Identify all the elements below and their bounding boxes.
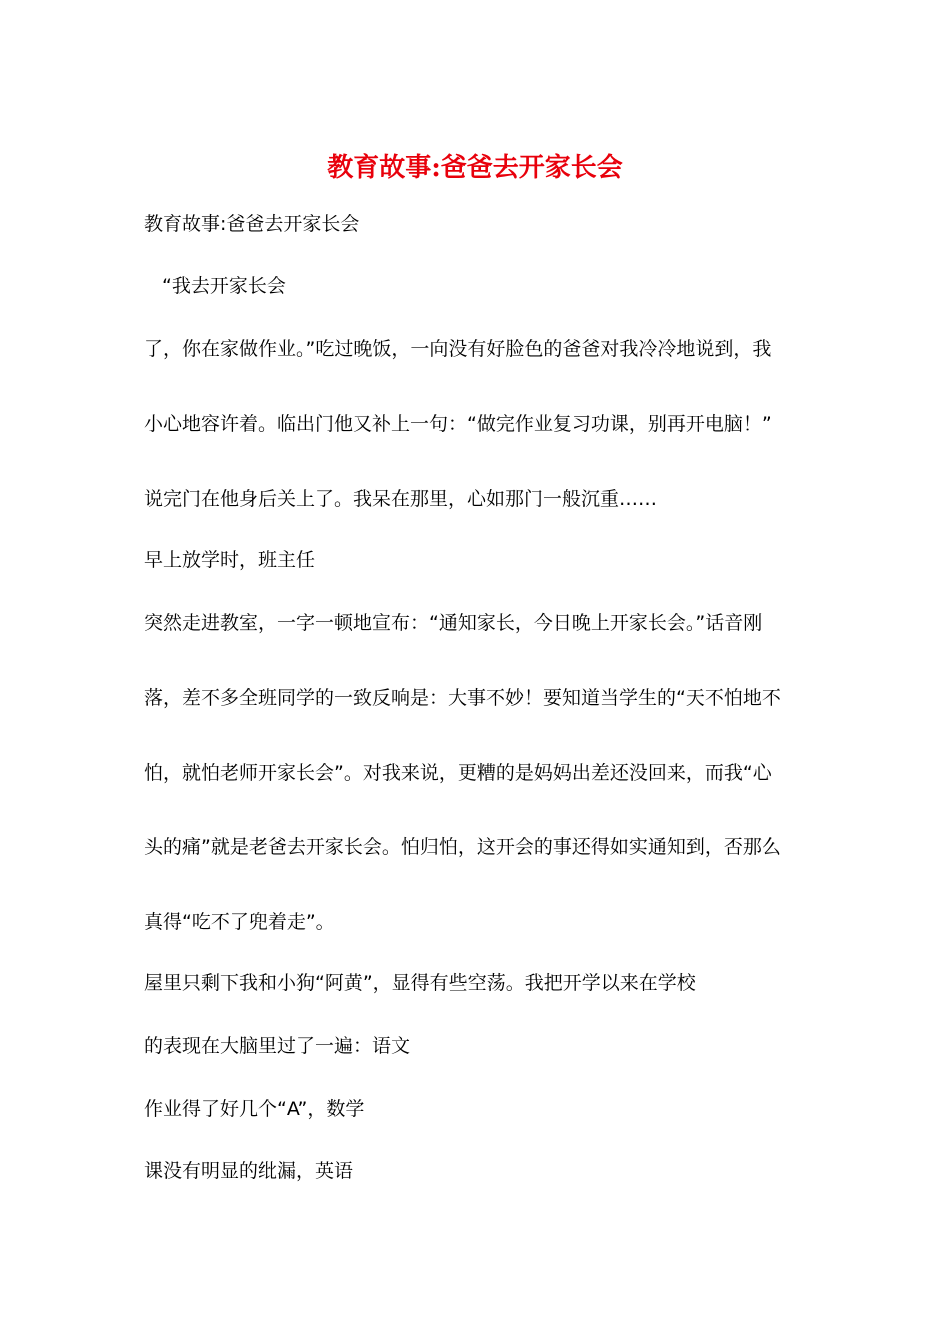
paragraph-line: 屋里只剩下我和小狗“阿黄”，显得有些空荡。我把开学以来在学校	[144, 972, 696, 994]
paragraph-line: 突然走进教室，一字一顿地宣布：“通知家长，今日晚上开家长会。”话音刚	[144, 612, 763, 634]
paragraph-line: 了，你在家做作业。”吃过晚饭，一向没有好脸色的爸爸对我冷冷地说到，我	[144, 338, 772, 360]
document-title: 教育故事:爸爸去开家长会	[327, 153, 623, 183]
paragraph-line: 头的痛”就是老爸去开家长会。怕归怕，这开会的事还得如实通知到，否那么	[144, 836, 781, 858]
paragraph-subtitle: 教育故事:爸爸去开家长会	[144, 213, 360, 235]
paragraph-line: 作业得了好几个“A”，数学	[144, 1098, 365, 1120]
paragraph-line: 说完门在他身后关上了。我呆在那里，心如那门一般沉重……	[144, 488, 658, 510]
paragraph-line: 小心地容许着。临出门他又补上一句：“做完作业复习功课，别再开电脑！”	[144, 413, 772, 435]
paragraph-line: 真得“吃不了兜着走”。	[144, 911, 335, 933]
paragraph-line: 落，差不多全班同学的一致反响是：大事不妙！要知道当学生的“天不怕地不	[144, 687, 781, 709]
paragraph-line: 早上放学时，班主任	[144, 549, 316, 571]
paragraph-line: 课没有明显的纰漏，英语	[144, 1160, 354, 1182]
paragraph-line: 怕，就怕老师开家长会”。对我来说，更糟的是妈妈出差还没回来，而我“心	[144, 762, 772, 784]
paragraph-line: “我去开家长会	[162, 275, 286, 297]
paragraph-line: 的表现在大脑里过了一遍：语文	[144, 1035, 411, 1057]
